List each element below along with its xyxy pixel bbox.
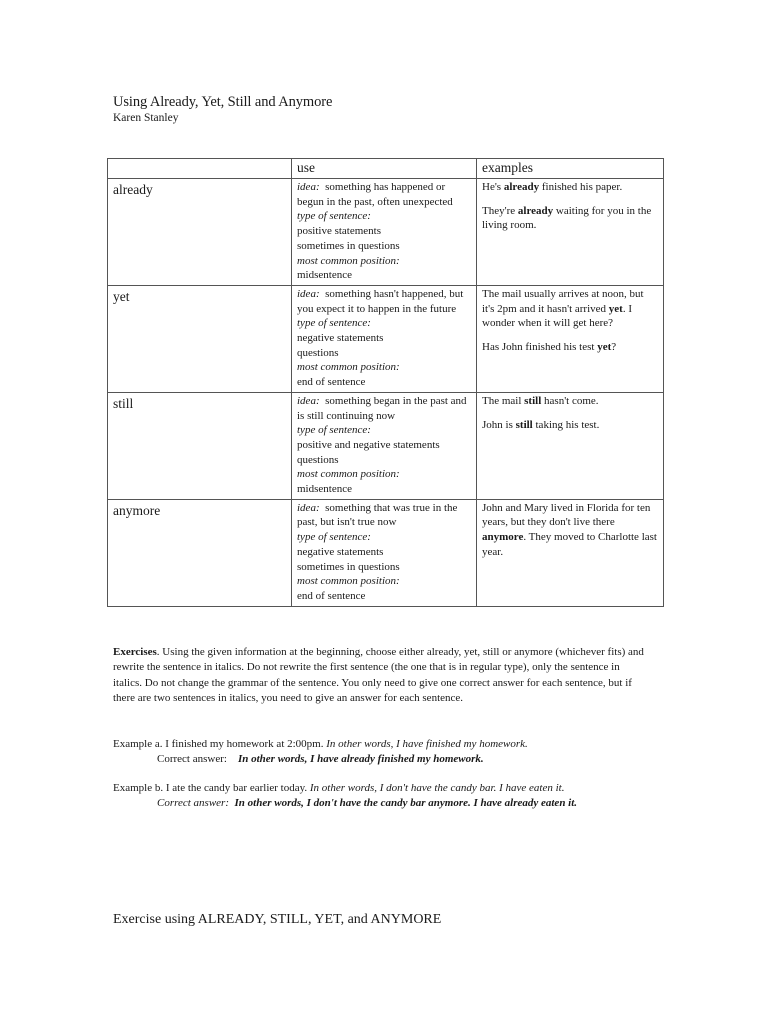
use-cell <box>292 179 477 286</box>
type-value: positive statements <box>297 225 382 238</box>
idea-label: idea: <box>297 501 320 514</box>
keyword: still <box>515 418 533 431</box>
idea-text: something hasn't happened, but you expect it to happen in the future <box>297 287 464 315</box>
example-sentence: John and Mary lived in Florida for ten years, but they don't live there anymore. They moved to Charlotte last year. <box>482 501 657 558</box>
type-value: sometimes in questions <box>297 560 400 573</box>
exercises-label: Exercises <box>113 646 157 658</box>
position-value: end of sentence <box>297 589 366 602</box>
exercises-text: . Using the given information at the beginning, choose either already, yet, still or anymore (whichever fits) and rewrite the sentence in italics. Do not rewrite the first sentence (the one that is in regular type), only the sentence in italics. Do not change the grammar of the sentence. You only need to give one correct answer for each sentence, but if there are two sentences in italics, you need to give an answer for each sentence. <box>113 646 644 704</box>
answer-text: In other words, I have already finished my homework. <box>237 753 484 765</box>
answer-label: Correct answer: <box>157 797 232 809</box>
examples-cell <box>477 179 664 286</box>
type-label: type of sentence: <box>297 210 371 223</box>
type-value: negative statements <box>297 332 384 345</box>
table-row <box>108 392 664 499</box>
keyword: still <box>524 394 542 407</box>
example-b: Example b. I ate the candy bar earlier today. In other words, I don't have the candy bar. I have eaten it. <box>113 782 565 794</box>
example-sentence: John is still taking his test. <box>482 418 600 431</box>
table-row <box>108 179 664 286</box>
exercise-heading: Exercise using ALREADY, STILL, YET, and ANYMORE <box>113 912 442 927</box>
example-italic: In other words, I have finished my homework. <box>326 738 528 750</box>
keyword: already <box>503 181 540 193</box>
document-title: Using Already, Yet, Still and Anymore <box>113 94 333 110</box>
answer-text: In other words, I don't have the candy bar anymore. I have already eaten it. <box>234 797 578 809</box>
idea-text: something has happened or begun in the past, often unexpected <box>297 181 453 208</box>
header-examples: examples <box>477 159 664 179</box>
idea-text: something began in the past and is still continuing now <box>297 394 467 422</box>
header-use: use <box>292 159 477 179</box>
position-value: end of sentence <box>297 376 366 389</box>
type-label: type of sentence: <box>297 317 371 330</box>
type-value: questions <box>297 453 339 466</box>
row-word: already <box>108 179 292 286</box>
example-a-answer <box>157 752 484 767</box>
example-b-answer <box>157 796 577 811</box>
idea-text: something that was true in the past, but isn't true now <box>297 501 458 529</box>
examples-cell <box>477 285 664 392</box>
examples-cell <box>477 392 664 499</box>
keyword: yet <box>608 302 623 315</box>
type-label: type of sentence: <box>297 424 371 437</box>
idea-label: idea: <box>297 181 320 193</box>
example-sentence: The mail usually arrives at noon, but it's 2pm and it hasn't arrived yet. I wonder when it will get here? <box>482 287 644 330</box>
idea-label: idea: <box>297 394 320 407</box>
type-value: sometimes in questions <box>297 239 400 252</box>
position-value: midsentence <box>297 269 352 282</box>
position-value: midsentence <box>297 483 352 496</box>
use-cell <box>292 285 477 392</box>
type-label: type of sentence: <box>297 531 371 544</box>
type-value: positive and negative statements <box>297 438 440 451</box>
table-header-row <box>108 159 664 179</box>
examples-cell <box>477 499 664 606</box>
type-value: questions <box>297 346 339 359</box>
row-word: still <box>108 392 292 499</box>
keyword: yet <box>597 341 612 354</box>
example-sentence: He's already finished his paper. <box>482 181 623 193</box>
header-word <box>108 159 292 179</box>
exercises-instructions <box>113 645 648 706</box>
use-cell <box>292 392 477 499</box>
example-sentence: The mail still hasn't come. <box>482 394 599 407</box>
example-sentence: They're already waiting for you in the living room. <box>482 204 652 232</box>
row-word: anymore <box>108 499 292 606</box>
type-value: negative statements <box>297 545 384 558</box>
example-sentence: Has John finished his test yet? <box>482 341 617 354</box>
keyword: anymore <box>482 531 524 544</box>
table-row <box>108 499 664 606</box>
author-name: Karen Stanley <box>113 112 179 124</box>
keyword: already <box>517 204 554 217</box>
usage-table <box>107 158 664 607</box>
position-label: most common position: <box>297 575 400 588</box>
position-label: most common position: <box>297 468 400 481</box>
use-cell <box>292 499 477 606</box>
table-row <box>108 285 664 392</box>
example-italic: In other words, I don't have the candy bar. I have eaten it. <box>309 782 565 794</box>
position-label: most common position: <box>297 361 400 374</box>
example-a: Example a. I finished my homework at 2:00pm. In other words, I have finished my homework. <box>113 738 528 750</box>
position-label: most common position: <box>297 254 400 267</box>
answer-label: Correct answer: <box>157 753 230 765</box>
idea-label: idea: <box>297 287 320 300</box>
row-word: yet <box>108 285 292 392</box>
